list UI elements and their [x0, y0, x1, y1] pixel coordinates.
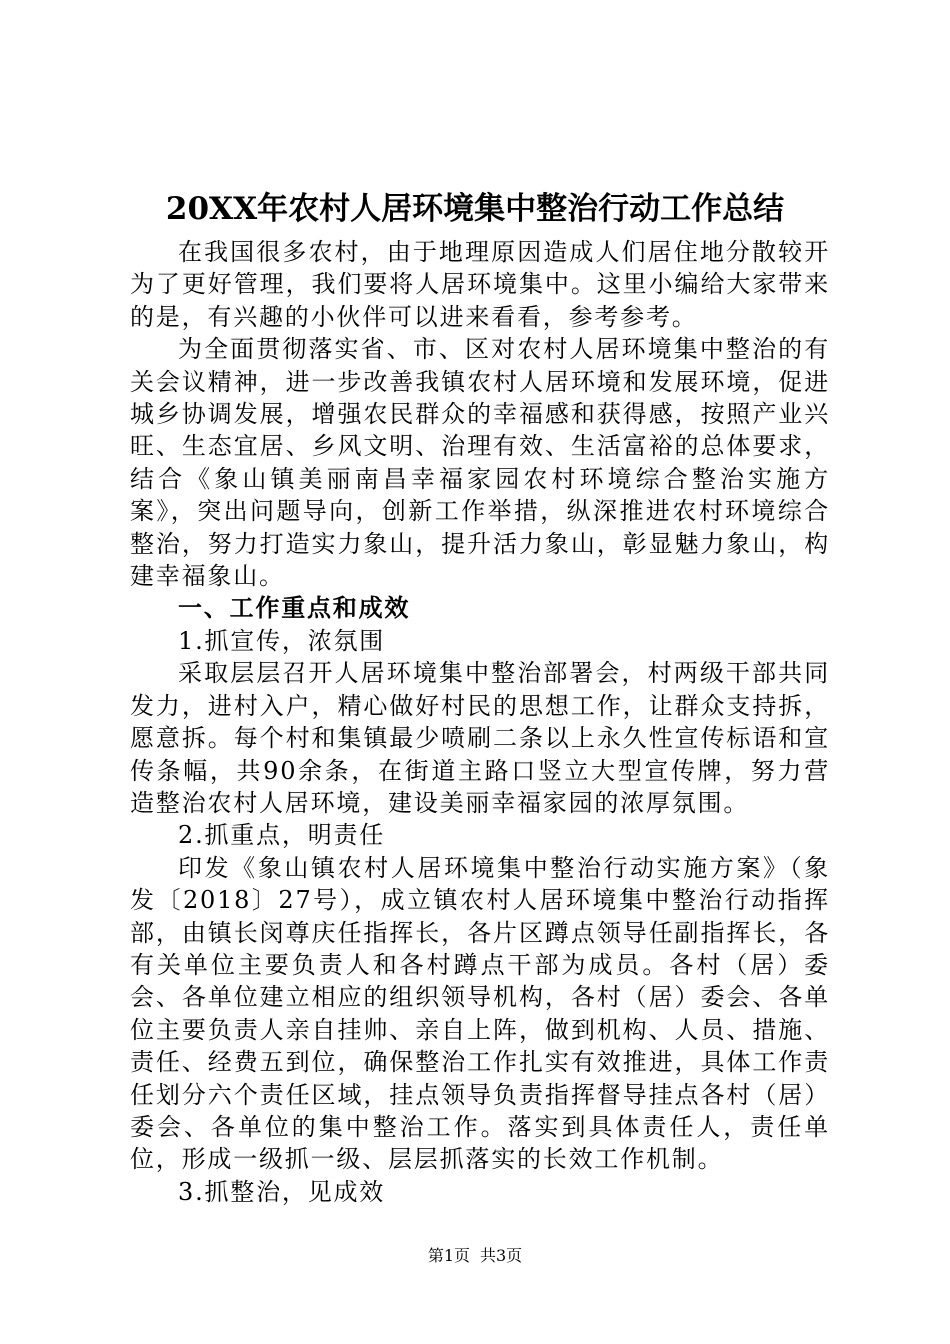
- background-paragraph: 为全面贯彻落实省、市、区对农村人居环境集中整治的有关会议精神，进一步改善我镇农村人居环境和发展环境，促进城乡协调发展，增强农民群众的幸福感和获得感，按照产业兴旺、生态宜居、乡风文明、治理有效、生活富裕的总体要求，结合《象山镇美丽南昌幸福家园农村环境综合整治实施方案》，突出问题导向，创新工作举措，纵深推进农村环境综合整治，努力打造实力象山，提升活力象山，彰显魅力象山，构建幸福象山。: [130, 335, 830, 591]
- page-number-total: 共3页: [480, 1246, 523, 1265]
- section-heading: 一、工作重点和成效: [178, 593, 411, 623]
- intro-paragraph: 在我国很多农村，由于地理原因造成人们居住地分散较开为了更好管理，我们要将人居环境集中。这里小编给大家带来的是，有兴趣的小伙伴可以进来看看，参考参考。: [130, 238, 830, 331]
- document-body: [130, 236, 830, 1208]
- page-number-current: 第1页: [427, 1246, 470, 1265]
- document-title: 20XX年农村人居环境集中整治行动工作总结: [165, 191, 785, 227]
- subheading-responsibility: 2.抓重点，明责任: [178, 821, 386, 850]
- subheading-publicity: 1.抓宣传，浓氛围: [178, 626, 386, 655]
- subheading-rectification: 3.抓整治，见成效: [178, 1177, 386, 1206]
- page-footer: [0, 1244, 950, 1268]
- responsibility-paragraph: 印发《象山镇农村人居环境集中整治行动实施方案》（象发〔2018〕27号），成立镇农村人居环境集中整治行动指挥部，由镇长闵尊庆任指挥长，各片区蹲点领导任副指挥长，各有关单位主要负责人和各村蹲点干部为成员。各村（居）委会、各单位建立相应的组织领导机构，各村（居）委会、各单位主要负责人亲自挂帅、亲自上阵，做到机构、人员、措施、责任、经费五到位，确保整治工作扎实有效推进，具体工作责任划分六个责任区域，挂点领导负责指挥督导挂点各村（居）委会、各单位的集中整治工作。落实到具体责任人，责任单位，形成一级抓一级、层层抓落实的长效工作机制。: [130, 853, 830, 1174]
- publicity-paragraph: 采取层层召开人居环境集中整治部署会，村两级干部共同发力，进村入户，精心做好村民的思想工作，让群众支持拆，愿意拆。每个村和集镇最少喷刷二条以上永久性宣传标语和宣传条幅，共90余条，在街道主路口竖立大型宣传牌，努力营造整治农村人居环境，建设美丽幸福家园的浓厚氛围。: [130, 659, 830, 817]
